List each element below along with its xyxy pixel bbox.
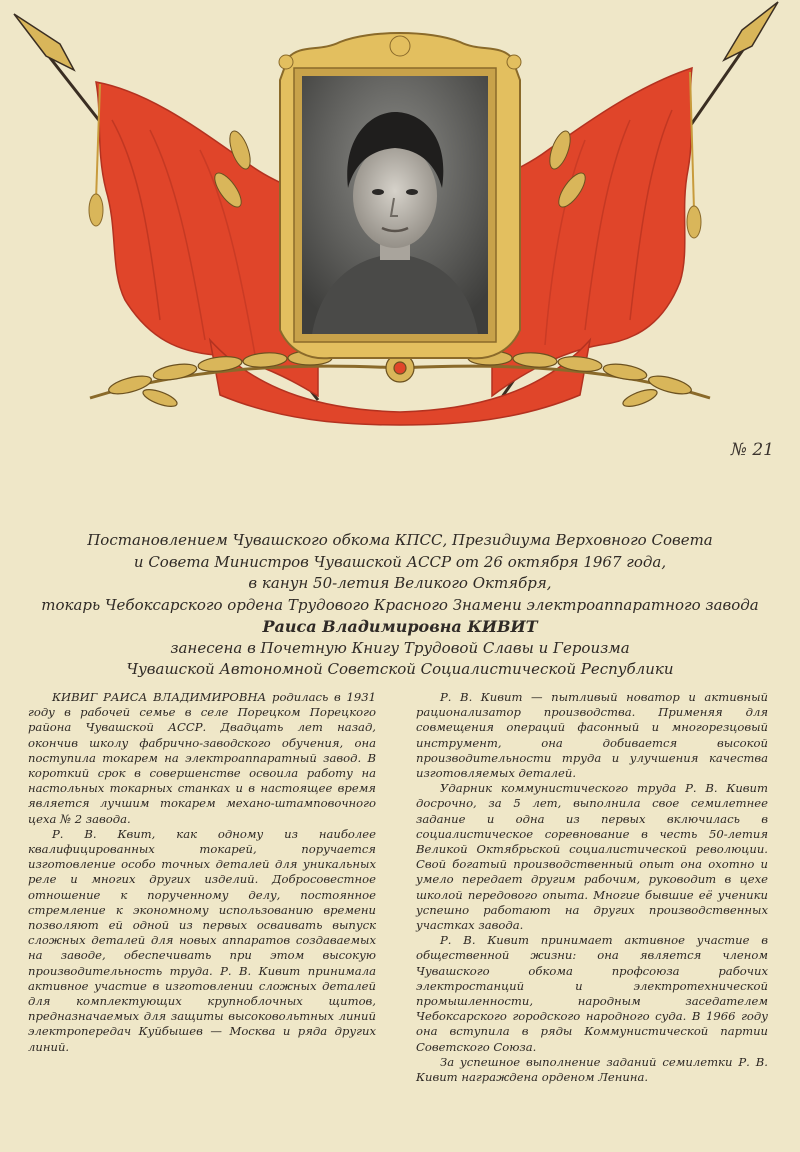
biography-paragraph: За успешное выполнение заданий семилетки Р. В. Кивит награждена орденом Ленина. <box>416 1054 768 1085</box>
left-tassel <box>89 194 103 226</box>
left-spear-tip <box>14 14 74 70</box>
header-line: и Совета Министров Чувашской АССР от 26 октября 1967 года, <box>133 552 667 571</box>
right-tassel <box>687 206 701 238</box>
header-line: Чувашской Автономной Советской Социалистической Республики <box>126 660 674 678</box>
biography-paragraph: Р. В. Кивит — пытливый новатор и активный рационализатор производства. Применяя для совмещения операций фасонный и многорезцовый инструмент, она добивается высокой производительности труда и улучшения качества изготовляемых деталей. <box>416 690 768 781</box>
right-spear-tip <box>724 2 778 60</box>
honoree-name: Раиса Владимировна КИВИТ <box>262 617 538 636</box>
header-line: занесена в Почетную Книгу Трудовой Славы и Героизма <box>170 638 630 657</box>
right-column <box>416 690 768 1085</box>
biography-paragraph: КИВИГ РАИСА ВЛАДИМИРОВНА родилась в 1931 году в рабочей семье в селе Порецком Порецкого района Чувашской АССР. Двадцать лет назад, окончив школу фабрично-заводского обучения, она поступила токарем на электроаппаратный завод. В короткий срок в совершенстве освоила работу на настольных токарных станках и в настоящее время является лучшим токарем механо-штамповочного цеха № 2 завода. <box>28 690 376 826</box>
header-line: Постановлением Чувашского обкома КПСС, Президиума Верховного Совета <box>87 531 713 549</box>
biography-paragraph: Р. В. Квит, как одному из наиболее квалифицированных токарей, поручается изготовление особо точных деталей для уникальных реле и многих других изделий. Добросовестное отношение к порученному делу, постоянное стремление к экономному использованию времени позволяют ей одной из первых осваивать выпуск сложных деталей для новых аппаратов создаваемых на заводе, обеспечивать при этом высокую производительность труда. Р. В. Кивит принимала активное участие в изготовлении сложных деталей для комплектующих крупноблочных щитов, предназначаемых для защиты высоковольтных линий электропередач Куйбышев — Москва и ряда других линий. <box>28 826 376 1054</box>
decree-header <box>40 530 760 681</box>
biography-paragraph: Р. В. Кивит принимает активное участие в общественной жизни: она является членом Чувашского обкома профсоюза рабочих электростанций и электротехнической промышленности, народным заседателем Чебоксарского городского народного суда. В 1966 году она вступила в ряды Коммунистической партии Советского Союза. <box>416 933 768 1054</box>
header-line: в канун 50-летия Великого Октября, <box>248 574 552 592</box>
right-red-flag <box>492 68 692 396</box>
portrait-photo <box>302 76 488 334</box>
laurel-branch <box>90 351 710 410</box>
page-number: № 21 <box>730 440 774 460</box>
header-line: токарь Чебоксарского ордена Трудового Красного Знамени электроаппаратного завода <box>41 595 759 614</box>
left-column <box>28 690 376 1055</box>
biography-paragraph: Ударник коммунистического труда Р. В. Кивит досрочно, за 5 лет, выполнила свое семилетнее задание и одна из первых включилась в социалистическое соревнование в честь 50-летия Великой Октябрьской социалистической революции. Свой богатый производственный опыт она охотно и умело передает другим рабочим, руководит в цехе школой передового опыта. Многие бывшие её ученики успешно работают на других производственных участках завода. <box>416 781 768 933</box>
